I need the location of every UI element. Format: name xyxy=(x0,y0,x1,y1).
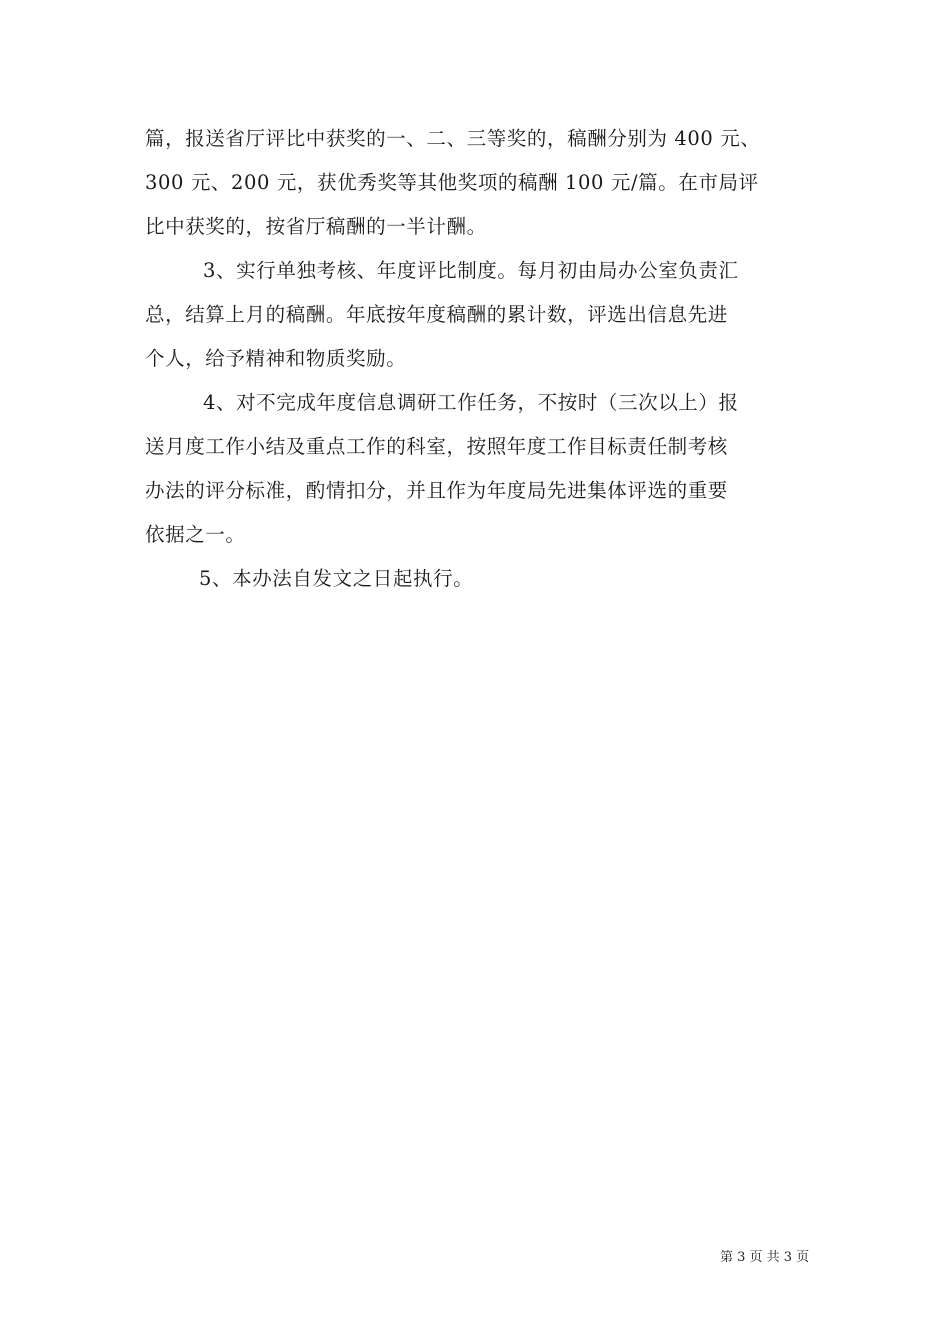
page-number-footer: 第 3 页 共 3 页 xyxy=(720,1250,810,1265)
text-line: 总，结算上月的稿酬。年底按年度稿酬的累计数，评选出信息先进 xyxy=(145,303,728,326)
paragraph-item-4-line: 4、对不完成年度信息调研工作任务，不按时（三次以上）报 xyxy=(203,391,739,414)
paragraph-item-5-line: 5、本办法自发文之日起执行。 xyxy=(199,567,474,590)
paragraph-item-3-line: 3、实行单独考核、年度评比制度。每月初由局办公室负责汇 xyxy=(203,259,739,282)
text-line: 比中获奖的，按省厅稿酬的一半计酬。 xyxy=(145,215,487,238)
text-line: 依据之一。 xyxy=(145,523,246,546)
document-body xyxy=(145,117,813,601)
text-line: 办法的评分标准，酌情扣分，并且作为年度局先进集体评选的重要 xyxy=(145,479,728,502)
text-line: 篇，报送省厅评比中获奖的一、二、三等奖的，稿酬分别为 400 元、 xyxy=(145,127,761,150)
text-line: 送月度工作小结及重点工作的科室，按照年度工作目标责任制考核 xyxy=(145,435,728,458)
text-line: 300 元、200 元，获优秀奖等其他奖项的稿酬 100 元/篇。在市局评 xyxy=(145,171,759,194)
text-line: 个人，给予精神和物质奖励。 xyxy=(145,347,407,370)
